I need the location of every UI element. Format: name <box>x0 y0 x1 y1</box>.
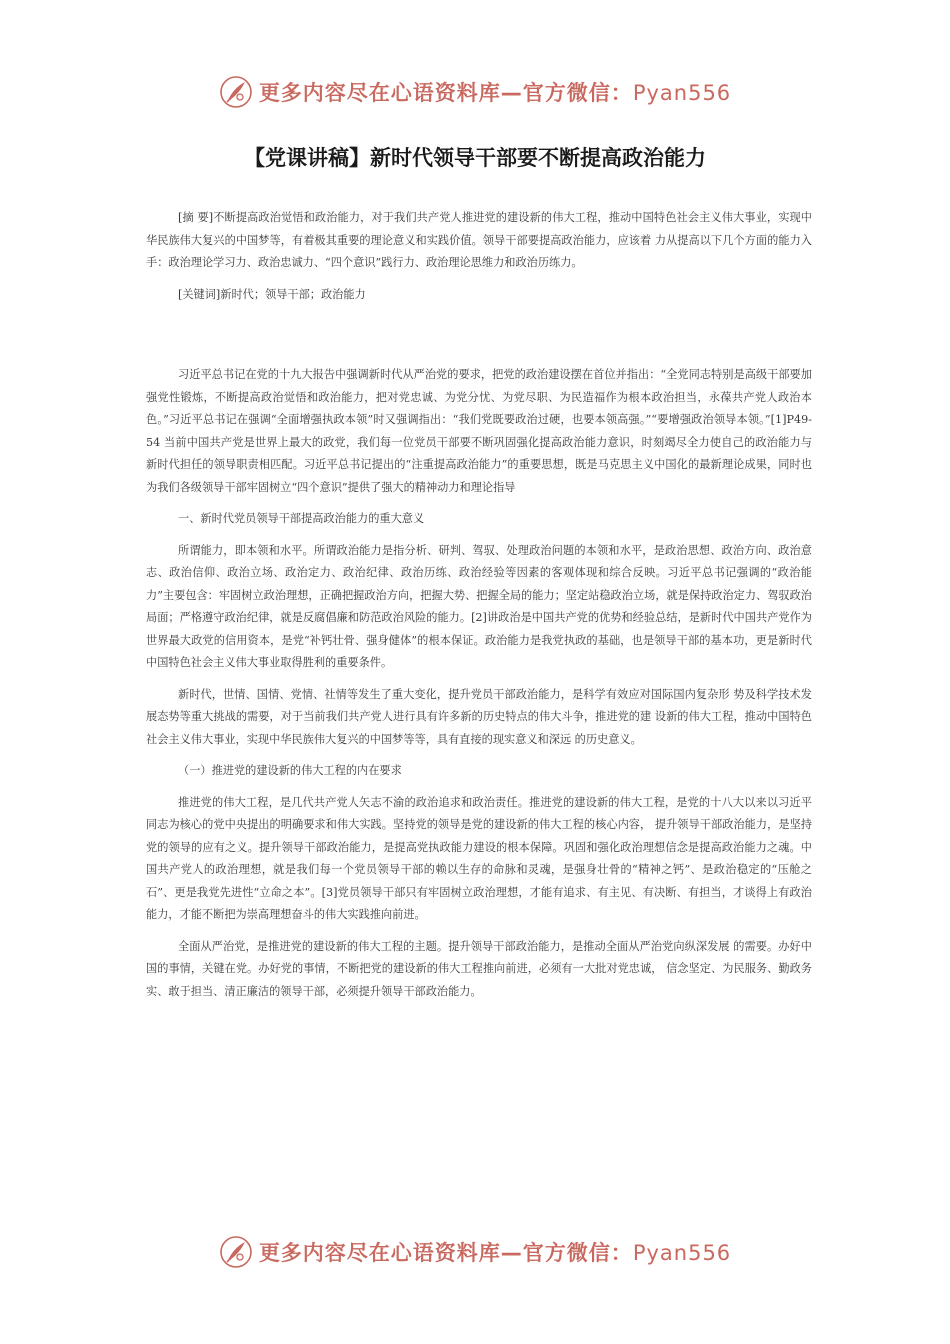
keywords-paragraph: [关键词]新时代；领导干部；政治能力 <box>178 287 366 301</box>
subsection-heading: （一）推进党的建设新的伟大工程的内在要求 <box>178 764 402 777</box>
banner-content <box>219 75 731 109</box>
banner-label: 更多内容尽在心语资料库—官方微信： <box>258 81 633 105</box>
body-paragraph: 习近平总书记在党的十九大报告中强调新时代从严治党的要求，把党的政治建设摆在首位并指出：“全党同志特别是高级干部要加强党性锻炼，不断提高政治觉悟和政治能力，把对党忠诚、为党分忧、为党尽职、为民造福作为根本政治担当，永葆共产党人政治本色。”习近平总书记在强调“全面增强执政本领”时又强调指出：“我们党既要政治过硬，也要本领高强。”“要增强政治领导本领。”[1]P49-54 当前中国共产党是世界上最大的政党，我们每一位党员干部要不断巩固强化提高政治能力意识，时刻竭尽全力使自己的政治能力与新时代担任的领导职责相匹配。习近平总书记提出的“注重提高政治能力”的重要思想，既是马克思主义中国化的最新理论成果，同时也为我们各级领导干部牢固树立“四个意识”提供了强大的精神动力和理论指导 <box>146 368 812 494</box>
body-paragraph: 推进党的伟大工程，是几代共产党人矢志不渝的政治追求和政治责任。推进党的建设新的伟大工程，是党的十八大以来以习近平同志为核心的党中央提出的明确要求和伟大实践。坚持党的领导是党的建设新的伟大工程的核心内容， 提升领导干部政治能力，是坚持党的领导的应有之义。提升领导干部政治能力，是提高党执政能力建设的根本保障。巩固和强化政治理想信念是提高政治能力之魂。中国共产党人的政治理想，就是我们每一个党员领导干部的赖以生存的命脉和灵魂，是强身壮骨的“精神之钙”、是政治稳定的“压舱之石”、更是我党先进性“立命之本”。[3]党员领导干部只有牢固树立政治理想，才能有追求、有主见、有决断、有担当，才谈得上有政治能力，才能不断把为崇高理想奋斗的伟大实践推向前进。 <box>146 795 812 921</box>
body-paragraph: 所谓能力，即本领和水平。所谓政治能力是指分析、研判、驾驭、处理政治问题的本领和水平，是政治思想、政治方向、政治意志、政治信仰、政治立场、政治定力、政治纪律、政治历练、政治经验等因素的客观体现和综合反映。习近平总书记强调的“政治能力”主要包含：牢固树立政治理想，正确把握政治方向，把握大势、把握全局的能力；坚定站稳政治立场，就是保持政治定力、驾驭政治局面；严格遵守政治纪律，就是反腐倡廉和防范政治风险的能力。[2]讲政治是中国共产党的优势和经验总结，是新时代中国共产党作为世界最大政党的信用资本，是党“补钙壮骨、强身健体”的根本保证。政治能力是我党执政的基础，也是领导干部的基本功，更是新时代中国特色社会主义伟大事业取得胜利的重要条件。 <box>146 543 812 669</box>
footer-banner <box>0 1232 950 1272</box>
body-paragraph: 全面从严治党，是推进党的建设新的伟大工程的主题。提升领导干部政治能力，是推动全面从严治党向纵深发展 的需要。办好中国的事情，关键在党。办好党的事情，不断把党的建设新的伟大工程推向前进，必须有一大批对党忠诚， 信念坚定、为民服务、勤政务实、敢于担当、清正廉洁的领导干部，必须提升领导干部政治能力。 <box>146 939 812 998</box>
abstract-paragraph: [摘 要]不断提高政治觉悟和政治能力，对于我们共产党人推进党的建设新的伟大工程，推动中国特色社会主义伟大事业，实现中华民族伟大复兴的中国梦等，有着极其重要的理论意义和实践价值。领导干部要提高政治能力，应该着 力从提高以下几个方面的能力入手：政治理论学习力、政治忠诚力、“四个意识”践行力、政治理论思维力和政治历练力。 <box>146 211 812 269</box>
banner-label: 更多内容尽在心语资料库—官方微信： <box>258 1241 633 1265</box>
wechat-id: Pyan556 <box>632 81 732 105</box>
quill-logo-icon <box>219 1235 253 1269</box>
header-banner <box>0 72 950 112</box>
section-heading: 一、新时代党员领导干部提高政治能力的重大意义 <box>178 512 425 525</box>
document-body <box>146 207 812 1003</box>
body-paragraph: 新时代，世情、国情、党情、社情等发生了重大变化，提升党员干部政治能力，是科学有效应对国际国内复杂形 势及科学技术发展态势等重大挑战的需要，对于当前我们共产党人进行具有许多新的历史特点的伟大斗争，推进党的建 设新的伟大工程，推动中国特色社会主义伟大事业，实现中华民族伟大复兴的中国梦等等，具有直接的现实意义和深远 的历史意义。 <box>146 687 812 746</box>
document-title: 【党课讲稿】新时代领导干部要不断提高政治能力 <box>244 146 706 170</box>
banner-content <box>219 1235 731 1269</box>
wechat-id: Pyan556 <box>632 1241 732 1265</box>
banner-text <box>259 1237 731 1267</box>
quill-logo-icon <box>219 75 253 109</box>
banner-text <box>259 77 731 107</box>
